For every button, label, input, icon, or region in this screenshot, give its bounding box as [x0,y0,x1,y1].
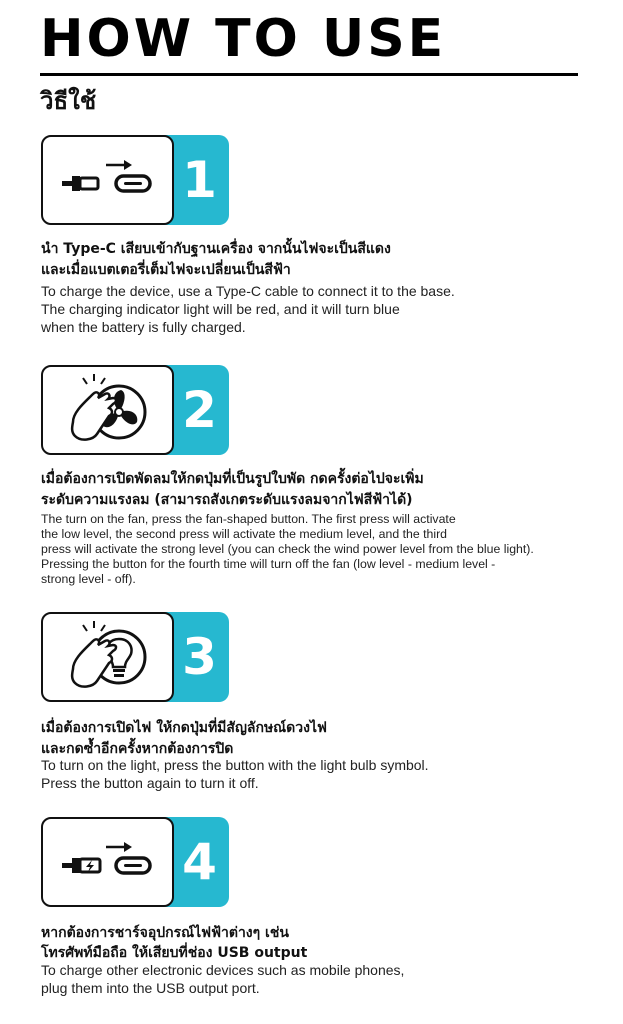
title-divider [40,73,578,76]
english-line: when the battery is fully charged. [41,319,246,335]
thai-line: และเมื่อแบตเตอรี่เต็มไฟจะเปลี่ยนเป็นสีฟ้า [41,262,291,278]
english-line: Pressing the button for the fourth time will turn off the fan (low level - medium level - [41,557,496,571]
usb-charging-cable-icon [58,837,158,887]
english-line: To charge other electronic devices such as mobile phones, [41,962,405,978]
icon-box [41,135,174,225]
page-subtitle: วิธีใช้ [40,87,97,115]
thai-line: ระดับความแรงลม (สามารถสังเกตระดับแรงลมจากไฟสีฟ้าได้) [41,492,413,508]
english-line: strong level - off). [41,572,136,586]
step-number: 3 [182,628,217,686]
english-line: To charge the device, use a Type-C cable to connect it to the base. [41,283,455,299]
light-bulb-button-press-icon [63,619,153,695]
thai-line: หากต้องการชาร์จอุปกรณ์ไฟฟ้าต่างๆ เช่น [41,925,289,941]
icon-box [41,612,174,702]
step-card [41,365,229,455]
english-line: Press the button again to turn it off. [41,775,259,791]
step-card [41,135,229,225]
english-line: The turn on the fan, press the fan-shaped button. The first press will activate [41,512,456,526]
step-number: 4 [182,833,217,891]
step-number: 2 [182,381,217,439]
thai-line: เมื่อต้องการเปิดพัดลมให้กดปุ่มที่เป็นรูปใบพัด กดครั้งต่อไปจะเพิ่ม [41,471,424,487]
english-line: The charging indicator light will be red, and it will turn blue [41,301,400,317]
english-line: plug them into the USB output port. [41,980,260,996]
thai-line: โทรศัพท์มือถือ ให้เสียบที่ช่อง USB output [41,945,308,961]
page-title: HOW TO USE [40,9,447,69]
english-line: the low level, the second press will activate the medium level, and the third [41,527,448,541]
icon-box [41,817,174,907]
thai-line: และกดซ้ำอีกครั้งหากต้องการปิด [41,741,234,757]
step-number: 1 [182,151,217,209]
english-line: To turn on the light, press the button with the light bulb symbol. [41,757,429,773]
thai-line: นำ Type-C เสียบเข้ากับฐานเครื่อง จากนั้นไฟจะเป็นสีแดง [41,241,391,257]
english-line: press will activate the strong level (you can check the wind power level from the blue light). [41,542,534,556]
icon-box [41,365,174,455]
thai-line: เมื่อต้องการเปิดไฟ ให้กดปุ่มที่มีสัญลักษณ์ดวงไฟ [41,720,327,736]
step-card [41,817,229,907]
fan-button-press-icon [63,372,153,448]
usb-c-cable-icon [58,155,158,205]
step-card [41,612,229,702]
